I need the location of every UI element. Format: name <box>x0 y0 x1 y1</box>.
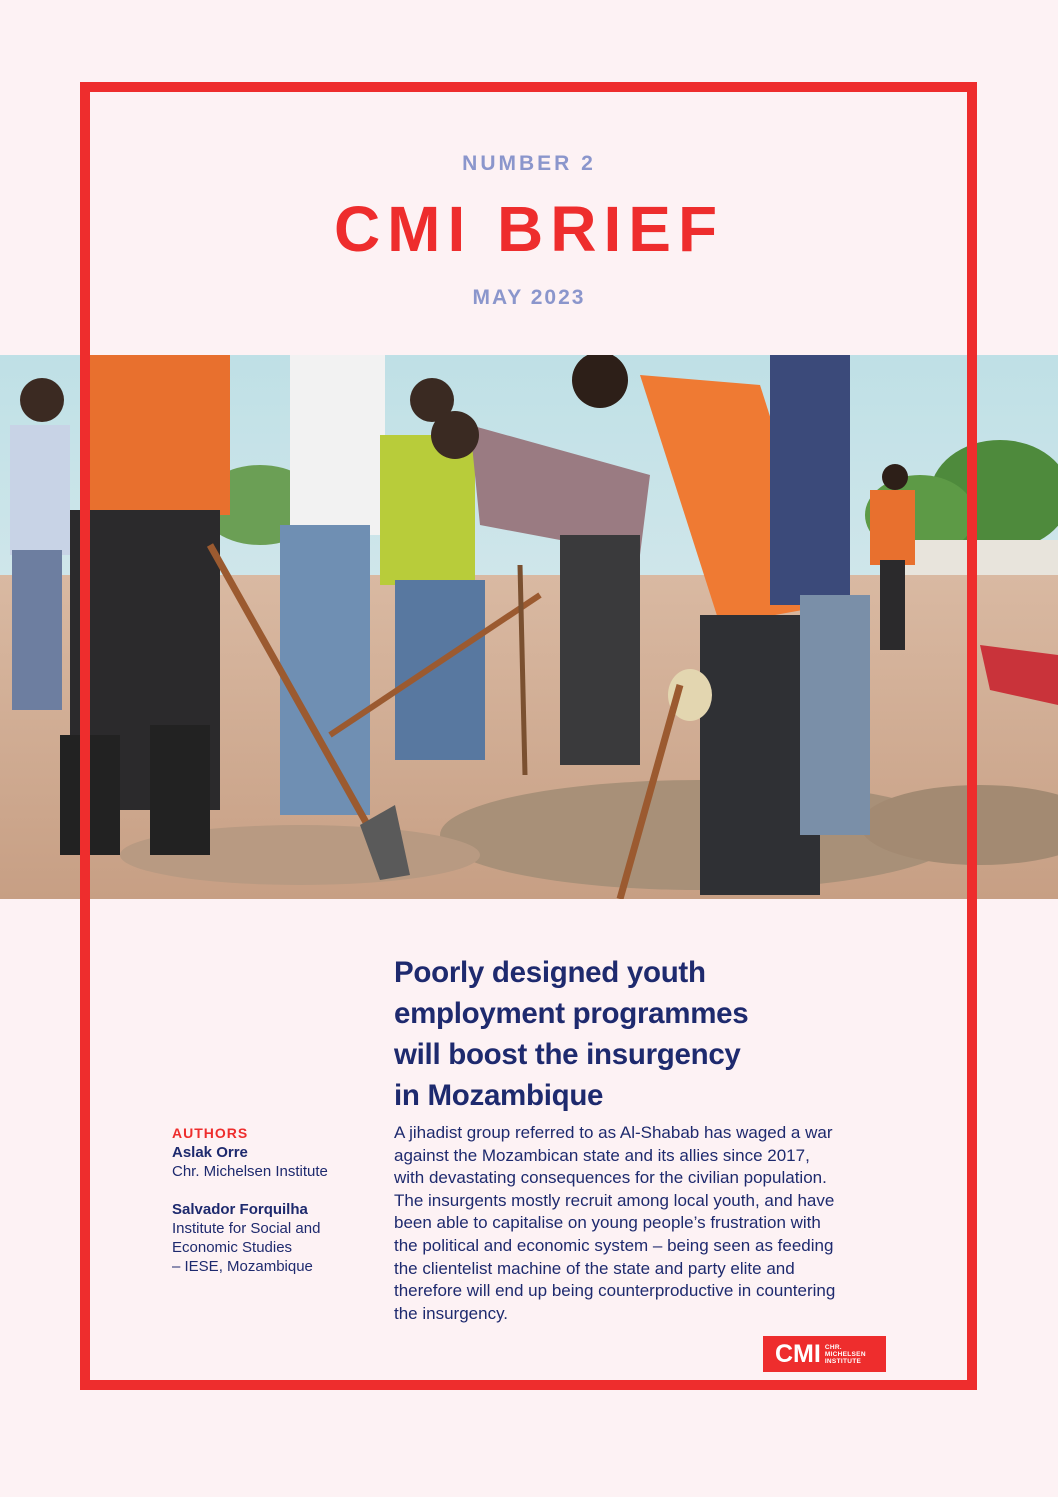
issue-date: MAY 2023 <box>472 286 586 309</box>
abstract-line: the insurgency. <box>394 1303 509 1323</box>
cmi-logo <box>763 1336 886 1372</box>
logo-subtitle-line: INSTITUTE <box>824 1357 862 1365</box>
abstract-line: against the Mozambican state and its allies since 2017, <box>394 1145 810 1165</box>
cover-photo <box>0 355 1058 899</box>
abstract-text <box>394 1122 894 1325</box>
headline-line: Poorly designed youth <box>394 956 706 989</box>
abstract-line: The insurgents mostly recruit among local youth, and have <box>394 1190 835 1210</box>
logo-subtitle-line: MICHELSEN <box>824 1350 866 1358</box>
abstract-line: the political and economic system – being seen as feeding <box>394 1235 834 1255</box>
abstract-line: been able to capitalise on young people’s frustration with <box>394 1213 821 1233</box>
logo-mark: CMI <box>775 1339 821 1368</box>
abstract-line: with devastating consequences for the civilian population. <box>394 1168 827 1188</box>
logo-subtitle <box>825 1344 866 1365</box>
abstract-line: the clientelist machine of the state and party elite and <box>394 1258 795 1278</box>
headline-line: will boost the insurgency <box>394 1038 741 1071</box>
headline-line: employment programmes <box>394 997 749 1030</box>
brief-headline <box>394 952 854 1116</box>
author-affiliation: Institute for Social and <box>172 1220 321 1237</box>
abstract-line: A jihadist group referred to as Al-Shabab has waged a war <box>394 1123 833 1142</box>
logo-subtitle-line: CHR. <box>824 1343 842 1351</box>
cover-photo-illustration <box>0 355 1058 899</box>
issue-number: NUMBER 2 <box>462 152 596 175</box>
authors-label: AUTHORS <box>172 1125 249 1141</box>
abstract-line: therefore will end up being counterproductive in countering <box>394 1281 836 1301</box>
authors-section <box>172 1124 372 1295</box>
author-name: Salvador Forquilha <box>172 1201 308 1218</box>
headline-line: in Mozambique <box>394 1079 604 1112</box>
series-title: CMI BRIEF <box>333 193 725 265</box>
author-affiliation: Chr. Michelsen Institute <box>172 1163 328 1180</box>
author-entry <box>172 1143 372 1181</box>
author-entry <box>172 1200 372 1276</box>
author-name: Aslak Orre <box>172 1144 248 1161</box>
author-affiliation: Economic Studies <box>172 1239 293 1256</box>
author-affiliation: – IESE, Mozambique <box>172 1258 313 1275</box>
